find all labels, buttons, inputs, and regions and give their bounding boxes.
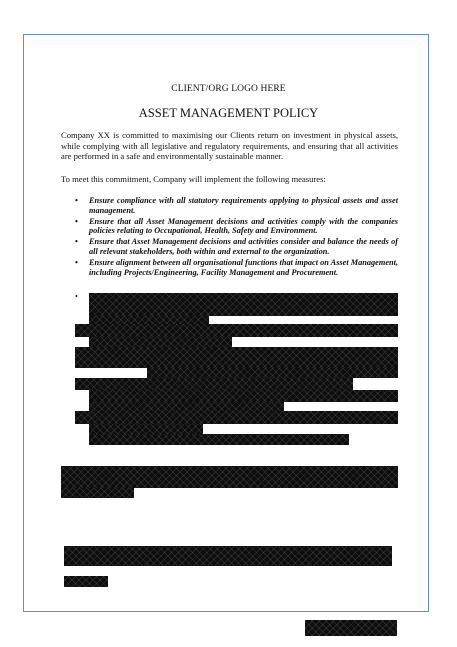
bullet-icon: • bbox=[75, 237, 78, 247]
redaction-block bbox=[89, 316, 209, 324]
redaction-block bbox=[61, 466, 398, 488]
bullet-icon: • bbox=[75, 216, 78, 226]
document-title: ASSET MANAGEMENT POLICY bbox=[138, 106, 319, 120]
list-item bbox=[61, 258, 398, 277]
list-item bbox=[61, 237, 398, 256]
redaction-block bbox=[305, 620, 397, 636]
measures-list bbox=[61, 196, 398, 279]
redaction-block bbox=[147, 368, 398, 378]
redaction-block bbox=[61, 488, 134, 498]
redaction-block bbox=[89, 293, 398, 316]
redaction-block bbox=[75, 347, 398, 368]
bullet-icon: • bbox=[75, 196, 78, 205]
list-item bbox=[61, 217, 398, 236]
redaction-block bbox=[89, 337, 232, 347]
redaction-block bbox=[89, 390, 398, 402]
redaction-block bbox=[64, 576, 108, 587]
list-item bbox=[61, 196, 398, 215]
lead-in-paragraph: To meet this commitment, Company will implement the following measures: bbox=[61, 174, 326, 184]
redaction-block bbox=[89, 434, 349, 445]
redaction-block bbox=[89, 402, 284, 411]
measure-text: Ensure that all Asset Management decisions and activities comply with the companies policies relating to Occupational, Health, Safety and Environment. bbox=[89, 216, 398, 236]
redaction-block bbox=[75, 411, 398, 424]
measure-text: Ensure compliance with all statutory requirements applying to physical assets and asset management. bbox=[89, 196, 398, 215]
intro-paragraph: Company XX is committed to maximising our Clients return on investment in physical assets, while complying with all legislative and regulatory requirements, and ensuring that all activities are performed in a safe and environmentally sustainable manner. bbox=[61, 130, 398, 162]
redaction-block bbox=[64, 546, 392, 566]
redaction-block bbox=[75, 324, 398, 337]
redaction-block bbox=[89, 424, 203, 434]
logo-placeholder: CLIENT/ORG LOGO HERE bbox=[171, 84, 286, 94]
bullet-icon: • bbox=[75, 258, 78, 268]
measure-text: Ensure alignment between all organisational functions that impact on Asset Management, including Projects/Engineering, Facility Management and Procurement. bbox=[89, 258, 398, 277]
bullet-icon: • bbox=[75, 292, 78, 301]
redaction-block bbox=[75, 378, 353, 390]
measure-text: Ensure that Asset Management decisions and activities consider and balance the needs of all relevant stakeholders, both within and external to the organization. bbox=[89, 237, 398, 256]
